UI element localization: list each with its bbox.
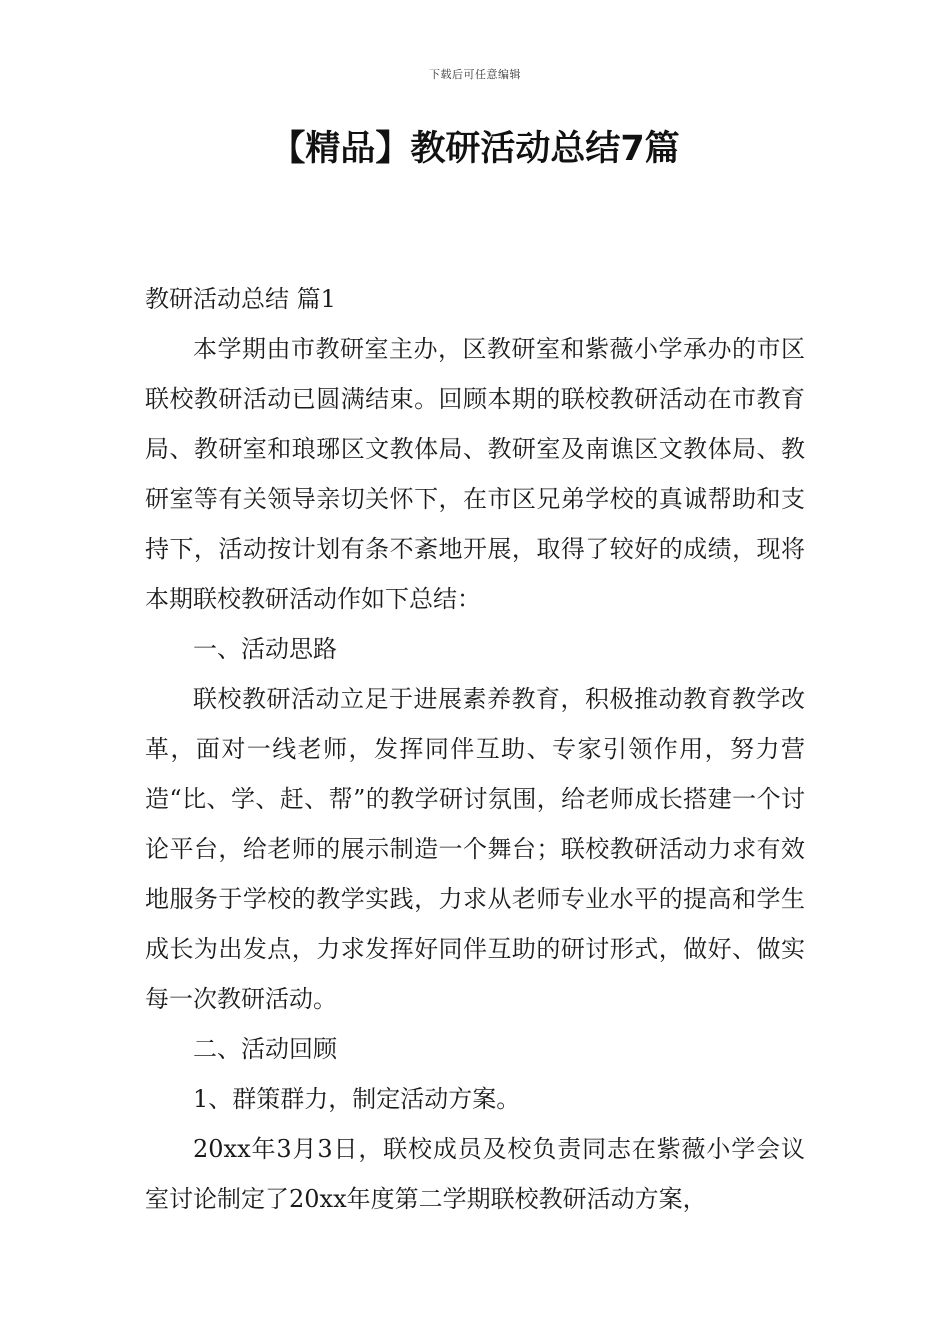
document-body <box>145 274 805 1224</box>
paragraph-plan: 20xx年3月3日，联校成员及校负责同志在紫薇小学会议室讨论制定了20xx年度第二学期联校教研活动方案， <box>145 1135 805 1213</box>
page-header-note: 下载后可任意编辑 <box>429 68 521 81</box>
paragraph-activity-ideas: 联校教研活动立足于进展素养教育，积极推动教育教学改革，面对一线老师，发挥同伴互助、专家引领作用，努力营造“比、学、赶、帮”的教学研讨氛围，给老师成长搭建一个讨论平台，给老师的展示制造一个舞台；联校教研活动力求有效地服务于学校的教学实践，力求从老师专业水平的提高和学生成长为出发点，力求发挥好同伴互助的研讨形式，做好、做实每一次教研活动。 <box>145 685 805 1013</box>
heading-activity-ideas: 一、活动思路 <box>193 635 337 663</box>
section-title: 教研活动总结 篇1 <box>145 285 336 313</box>
heading-activity-review: 二、活动回顾 <box>193 1035 337 1063</box>
paragraph-intro: 本学期由市教研室主办，区教研室和紫薇小学承办的市区联校教研活动已圆满结束。回顾本期的联校教研活动在市教育局、教研室和琅琊区文教体局、教研室及南谯区文教体局、教研室等有关领导亲切关怀下，在市区兄弟学校的真诚帮助和支持下，活动按计划有条不紊地开展，取得了较好的成绩，现将本期联校教研活动作如下总结： <box>145 335 805 613</box>
document-title: 【精品】教研活动总结7篇 <box>270 129 680 169</box>
subheading-plan: 1、群策群力，制定活动方案。 <box>193 1085 521 1113</box>
